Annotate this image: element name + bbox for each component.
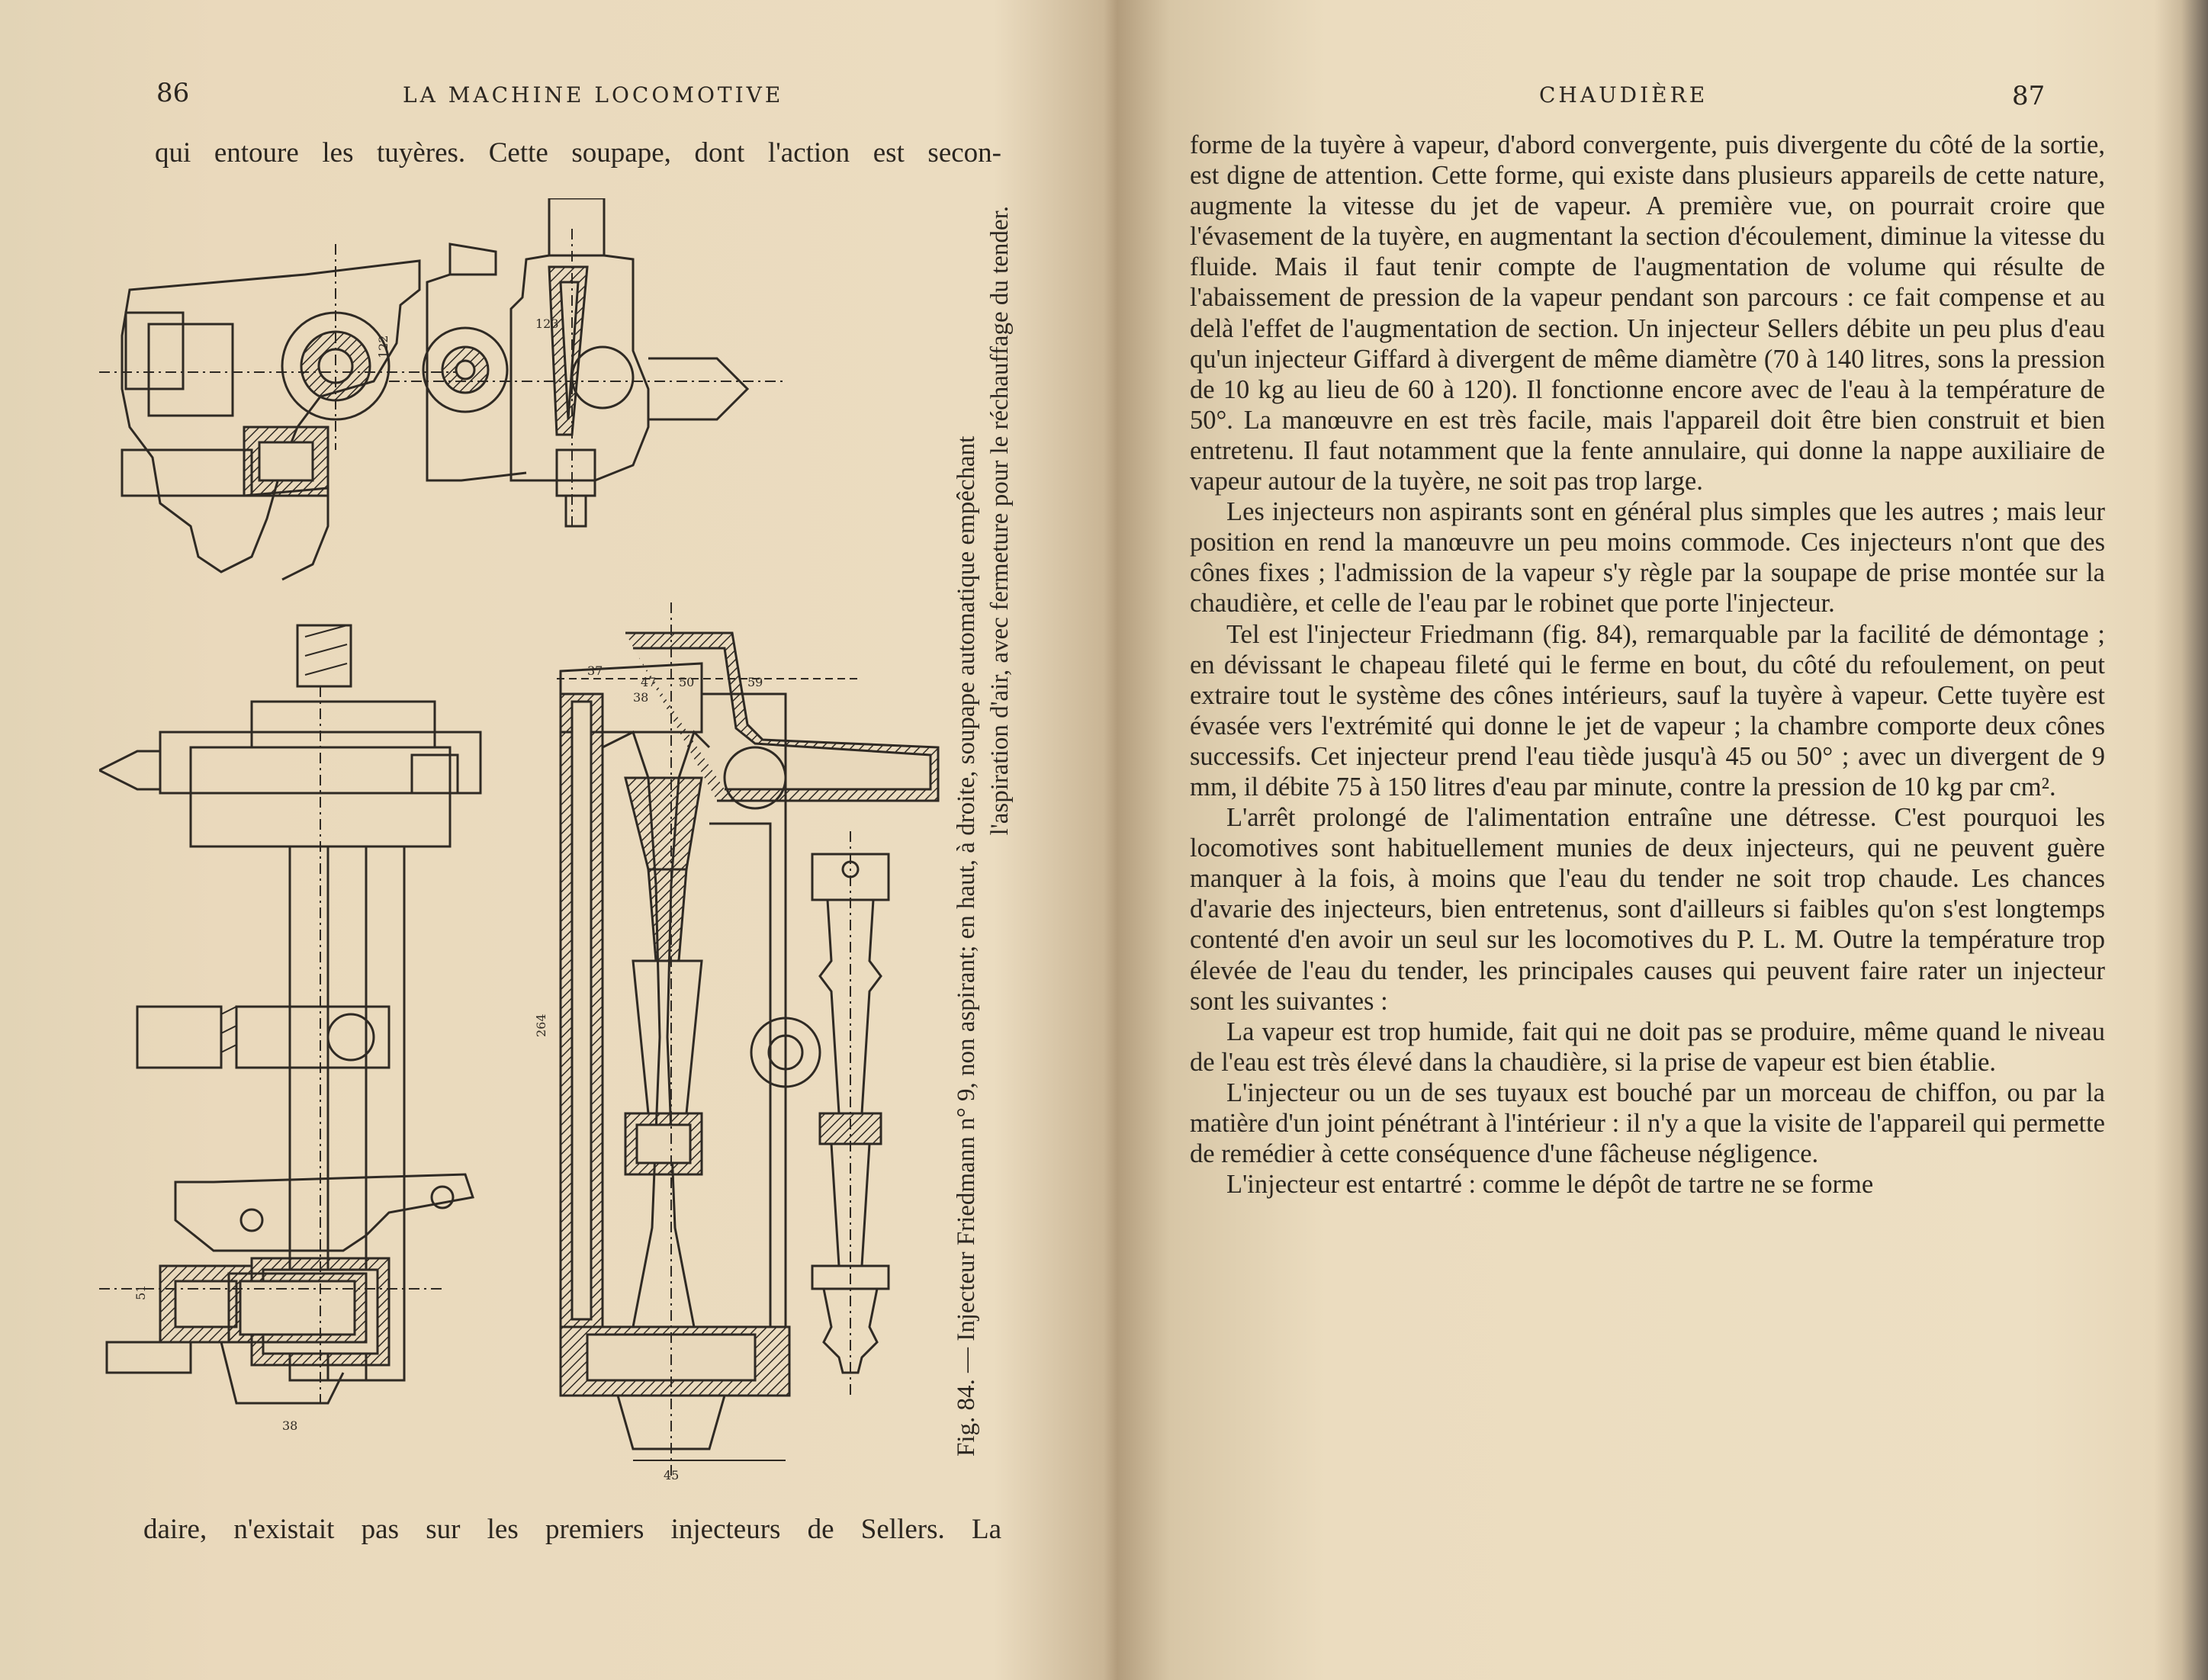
left-bottom-line: daire, n'existait pas sur les premiers injecteurs de Sellers. La [143, 1514, 1001, 1545]
running-head-left: LA MACHINE LOCOMOTIVE [403, 82, 784, 108]
bottom-left-view [99, 625, 480, 1433]
dimension-label: 50 [679, 675, 695, 689]
paragraph-1: forme de la tuyère à vapeur, d'abord convergente, puis divergente du côté de la sortie, est digne de attention. Cette forme, qui existe dans plusieurs appareils de cette nature, augmente la vitesse du jet de vapeur. A première vue, on pourrait croire que l'évasement de la tuyère, en augmentant la section d'écoulement, diminue la vitesse du fluide. Mais il faut tenir compte de l'augmentation de volume qui résulte de l'abaissement de pression de la vapeur pendant son parcours : ce fait compense et au delà l'effet de l'augmentation de section. Un injecteur Sellers débite un peu plus d'eau qu'un injecteur Giffard à divergent de même diamètre (70 à 140 litres, sons la pression de 10 kg au lieu de 60 à 120). Il fonctionne encore avec de l'eau à la température de 50°. La manœuvre en est très facile, mais l'appareil doit être bien construit et bien entretenu. Il faut notamment que la fente annulaire, qui donne la nappe auxiliaire de vapeur autour de la tuyère, ne soit pas trop large. [1190, 130, 2105, 496]
paragraph-3: Tel est l'injecteur Friedmann (fig. 84), remarquable par la facilité de démontage ; en dévissant le chapeau fileté qui le ferme en bout, du côté du refoulement, on peut extraire tout le système des cônes intérieurs, sauf la tuyère à vapeur. Cette tuyère est évasée vers l'extrémité qui donne le jet de vapeur ; la chambre comporte deux cônes successifs. Cet injecteur prend l'eau tiède jusqu'à 45 ou 50° ; avec un divergent de 9 mm, il débite 75 à 150 litres d'eau par minute, contre la pression de 10 kg par cm². [1190, 619, 2105, 801]
dimension-label: 123 [535, 316, 559, 331]
paragraph-6: L'injecteur ou un de ses tuyaux est bouché par un morceau de chiffon, ou par la matière d'un joint pénétrant à l'intérieur : il n'y a que la visite de l'appareil qui permette de remédier à cette conséquence d'une fâcheuse négligence. [1190, 1078, 2105, 1169]
paragraph-5: La vapeur est trop humide, fait qui ne doit pas se produire, même quand le niveau de l'eau est très élevé dans la chaudière, si la prise de vapeur est bien établie. [1190, 1017, 2105, 1077]
figure-caption [950, 206, 1017, 1457]
paragraph-7: L'injecteur est entartré : comme le dépôt de tartre ne se forme [1226, 1170, 1874, 1200]
paragraph-4: L'arrêt prolongé de l'alimentation entraîne une détresse. C'est pourquoi les locomotives sont habituellement munies de deux injecteurs, qui ne peuvent guère manquer à la fois, à moins que l'eau du tender ne soit trop chaude. Les chances d'avarie des injecteurs, bien entretenus, sont d'ailleurs si faibles qu'on s'est longtemps contenté d'en avoir un seul sur les locomotives du P. L. M. Outre la température trop élevée de l'eau du tender, les principales causes qui peuvent faire rater un injecteur sont les suivantes : [1190, 803, 2105, 1016]
right-page-body [1190, 130, 2105, 1200]
left-top-line: qui entoure les tuyères. Cette soupape, dont l'action est secon- [155, 137, 1001, 169]
bottom-center-section [534, 602, 938, 1482]
dimension-label: 38 [633, 690, 649, 705]
running-head-right: CHAUDIÈRE [1539, 82, 1708, 108]
page-number-left: 86 [156, 78, 190, 108]
right-page [1106, 0, 2158, 1680]
paragraph-2: Les injecteurs non aspirants sont en général plus simples que les autres ; mais leur position en rend la manœuvre un peu moins commode. Ces injecteurs n'ont que des cônes fixes ; l'admission de la vapeur s'y règle par la soupape de prise montée sur la chaudière, et celle de l'eau par le robinet que porte l'injecteur. [1190, 497, 2105, 618]
dimension-label: 47 [641, 675, 657, 689]
page-number-right: 87 [2012, 81, 2046, 111]
top-right-view [376, 198, 786, 526]
top-left-view [99, 244, 465, 580]
dimension-label: 264 [534, 1013, 548, 1037]
dimension-label: 45 [664, 1468, 680, 1482]
dimension-label: 37 [587, 663, 603, 678]
bottom-right-spindle [812, 831, 889, 1396]
caption-line-2: l'aspiration d'air, avec fermeture pour le réchauffage du tender. [986, 206, 1014, 836]
dimension-label: 59 [747, 675, 763, 689]
dimension-label: 38 [282, 1418, 298, 1433]
caption-line-1: Fig. 84. — Injecteur Friedmann n° 9, non aspirant; en haut, à droite, soupape automatique empêchant [953, 435, 980, 1457]
dimension-label: 51 [133, 1284, 148, 1300]
figure-84-drawing [99, 198, 984, 1487]
page-edge-shadow [2155, 0, 2208, 1680]
dimension-label: 122 [376, 335, 390, 358]
left-page [0, 0, 1098, 1680]
